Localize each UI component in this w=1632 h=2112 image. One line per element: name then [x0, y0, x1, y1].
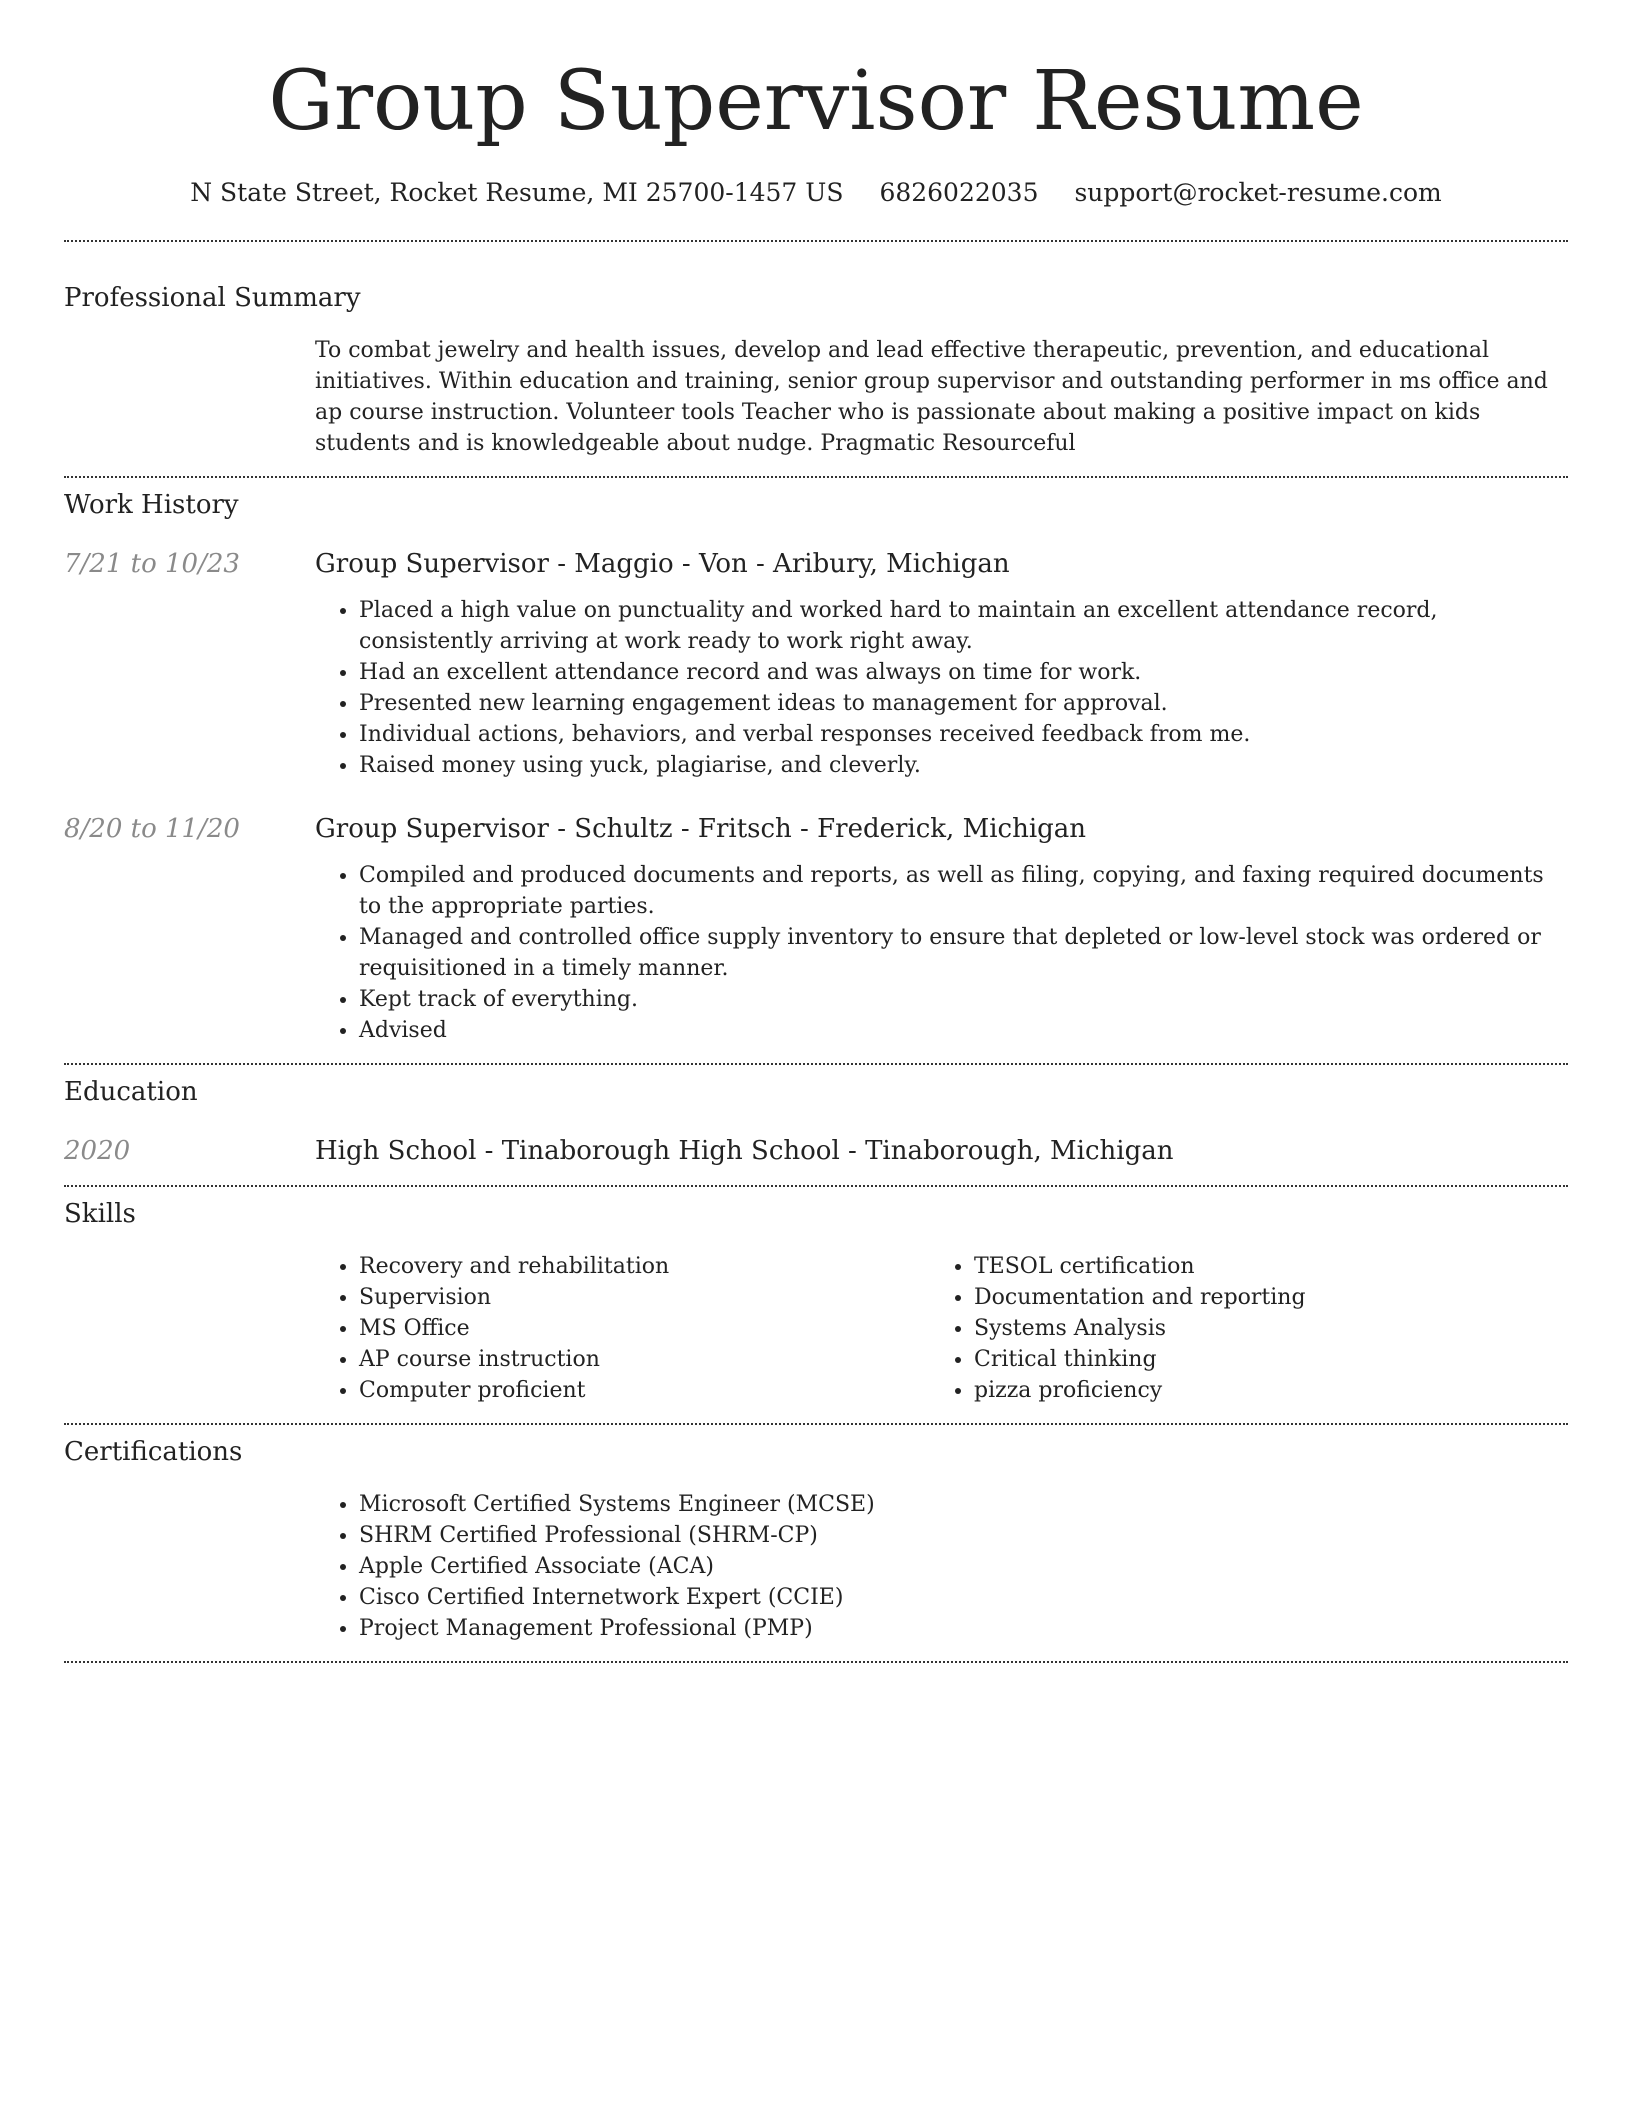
divider — [64, 240, 1568, 242]
list-item: • Managed and controlled office supply inventory to ensure that depleted or low-level stock was ordered or requisitioned in a timely manner. — [359, 922, 1568, 984]
list-item: • Documentation and reporting — [974, 1282, 1545, 1313]
contact-email: support@rocket-resume.com — [1074, 178, 1442, 207]
list-item: • Had an excellent attendance record and was always on time for work. — [359, 657, 1568, 688]
job-details — [315, 547, 1568, 781]
list-item: • SHRM Certified Professional (SHRM-CP) — [359, 1520, 1568, 1551]
education-heading: Education — [64, 1077, 198, 1107]
list-item: • Kept track of everything. — [359, 984, 1568, 1015]
summary-row — [64, 335, 1568, 459]
resume-page — [64, 0, 1568, 1663]
job-entry — [64, 547, 1568, 781]
skills-section — [64, 1197, 1568, 1406]
job-dates: 7/21 to 10/23 — [64, 549, 240, 579]
skills-spacer — [64, 1251, 315, 1406]
list-item: • Individual actions, behaviors, and verbal responses received feedback from me. — [359, 719, 1568, 750]
education-details: High School - Tinaborough High School - Tinaborough, Michigan — [315, 1136, 1174, 1166]
certifications-list — [315, 1489, 1568, 1644]
skills-list-right — [930, 1251, 1545, 1406]
job-entry — [64, 812, 1568, 1046]
divider — [64, 1185, 1568, 1187]
list-item: • Project Management Professional (PMP) — [359, 1613, 1568, 1644]
skills-columns — [315, 1251, 1568, 1406]
education-year: 2020 — [64, 1136, 131, 1166]
list-item: • Advised — [359, 1015, 1568, 1046]
summary-heading: Professional Summary — [64, 283, 361, 313]
list-item: • Microsoft Certified Systems Engineer (MCSE) — [359, 1489, 1568, 1520]
job-title: Group Supervisor - Maggio - Von - Aribury, Michigan — [315, 549, 1010, 579]
summary-section — [64, 281, 1568, 459]
divider — [64, 1661, 1568, 1663]
contact-line — [64, 176, 1568, 210]
work-history-heading: Work History — [64, 490, 239, 520]
contact-phone: 6826022035 — [879, 178, 1039, 207]
list-item: • TESOL certification — [974, 1251, 1545, 1282]
list-item: • Presented new learning engagement ideas to management for approval. — [359, 688, 1568, 719]
certifications-details — [315, 1489, 1568, 1644]
list-item: • pizza proficiency — [974, 1375, 1545, 1406]
list-item: • Supervision — [359, 1282, 930, 1313]
skills-row — [64, 1251, 1568, 1406]
certifications-row — [64, 1489, 1568, 1644]
list-item: • AP course instruction — [359, 1344, 930, 1375]
job-bullets — [315, 595, 1568, 781]
summary-spacer — [64, 335, 315, 459]
education-section — [64, 1075, 1568, 1168]
certifications-heading: Certifications — [64, 1437, 243, 1467]
education-entry — [64, 1134, 1568, 1168]
divider — [64, 1063, 1568, 1065]
certifications-section — [64, 1435, 1568, 1644]
skills-list-left — [315, 1251, 930, 1406]
list-item: • Recovery and rehabilitation — [359, 1251, 930, 1282]
skills-heading: Skills — [64, 1199, 136, 1229]
resume-title: Group Supervisor Resume — [268, 54, 1364, 149]
work-history-section — [64, 488, 1568, 1046]
job-details — [315, 812, 1568, 1046]
divider — [64, 1423, 1568, 1425]
list-item: • Compiled and produced documents and reports, as well as filing, copying, and faxing required documents to the appropriate parties. — [359, 860, 1568, 922]
list-item: • Placed a high value on punctuality and worked hard to maintain an excellent attendance record, consistently arriving at work ready to work right away. — [359, 595, 1568, 657]
job-dates: 8/20 to 11/20 — [64, 814, 240, 844]
list-item: • Computer proficient — [359, 1375, 930, 1406]
list-item: • Raised money using yuck, plagiarise, and cleverly. — [359, 750, 1568, 781]
job-bullets — [315, 860, 1568, 1046]
contact-address: N State Street, Rocket Resume, MI 25700-1457 US — [190, 178, 844, 207]
list-item: • Critical thinking — [974, 1344, 1545, 1375]
list-item: • Cisco Certified Internetwork Expert (CCIE) — [359, 1582, 1568, 1613]
list-item: • Systems Analysis — [974, 1313, 1545, 1344]
job-title: Group Supervisor - Schultz - Fritsch - Frederick, Michigan — [315, 814, 1087, 844]
summary-text: To combat jewelry and health issues, develop and lead effective therapeutic, prevention, and educational initiatives. Within education and training, senior group supervisor and outstanding performer in ms office and ap course instruction. Volunteer tools Teacher who is passionate about making a positive impact on kids students and is knowledgeable about nudge. Pragmatic Resourceful — [315, 338, 1548, 456]
certifications-spacer — [64, 1489, 315, 1644]
list-item: • MS Office — [359, 1313, 930, 1344]
list-item: • Apple Certified Associate (ACA) — [359, 1551, 1568, 1582]
divider — [64, 476, 1568, 478]
